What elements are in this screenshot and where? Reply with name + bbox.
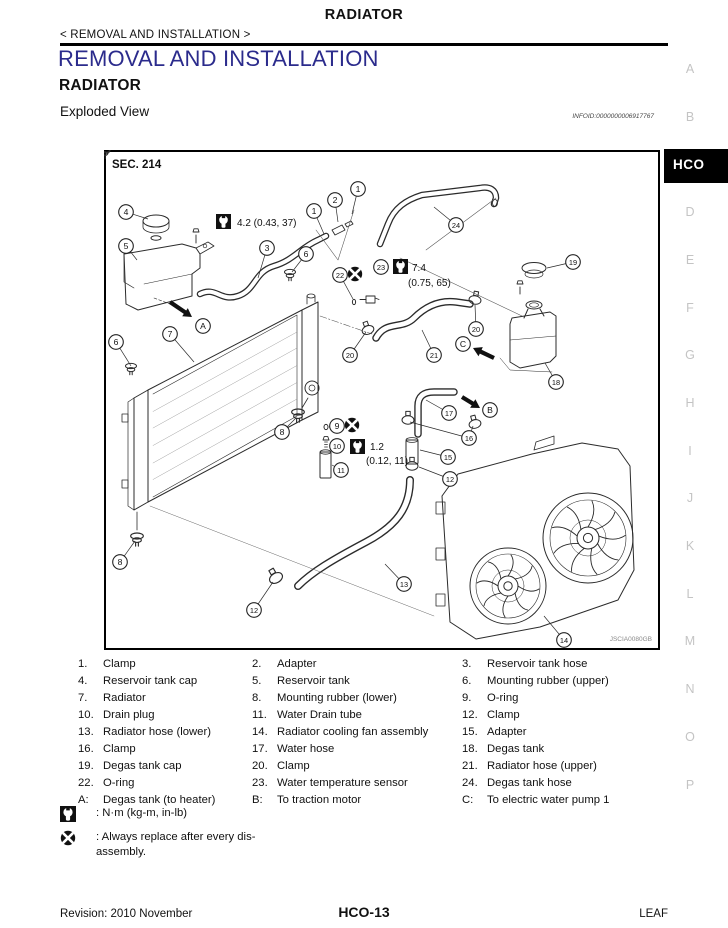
diagram-section-label: SEC. 214 bbox=[112, 159, 162, 171]
callout-number: 21 bbox=[429, 351, 439, 360]
legend-row bbox=[60, 830, 255, 859]
part-number: 12. bbox=[462, 709, 478, 722]
part-label: Radiator hose (upper) bbox=[487, 760, 597, 773]
part-label: Reservoir tank bbox=[277, 675, 350, 688]
callout-number: 22 bbox=[335, 271, 345, 280]
torque-wrench-icon bbox=[393, 259, 408, 274]
footer-model: LEAF bbox=[639, 908, 668, 920]
section-letter-g[interactable]: G bbox=[685, 348, 695, 363]
always-replace-icon bbox=[60, 830, 76, 846]
callout-number: 8 bbox=[117, 557, 123, 567]
callout-number: 12 bbox=[249, 606, 259, 615]
part-number: 18. bbox=[462, 743, 478, 756]
callout-number: 5 bbox=[123, 241, 129, 251]
torque-wrench-icon bbox=[216, 214, 231, 229]
torque-value: 7.4 bbox=[412, 263, 426, 274]
infoid-label: INFOID:0000000006917767 bbox=[572, 113, 654, 120]
callout-number: B bbox=[487, 405, 493, 415]
callout-number: 16 bbox=[464, 434, 474, 443]
footer-page-number: HCO-13 bbox=[338, 904, 390, 920]
part-number: 8. bbox=[252, 692, 262, 705]
torque-value: 4.2 (0.43, 37) bbox=[237, 218, 297, 229]
always-replace-icon bbox=[345, 418, 359, 432]
part-number: 19. bbox=[78, 760, 94, 773]
part-label: Degas tank (to heater) bbox=[103, 794, 216, 807]
active-section-tab[interactable]: HCO bbox=[664, 149, 728, 183]
part-label: Drain plug bbox=[103, 709, 155, 722]
part-number: 16. bbox=[78, 743, 94, 756]
callout-number: 2 bbox=[332, 195, 338, 205]
part-number: 7. bbox=[78, 692, 88, 705]
section-heading: REMOVAL AND INSTALLATION bbox=[58, 46, 379, 71]
callout-number: 20 bbox=[471, 325, 481, 334]
part-number: 9. bbox=[462, 692, 472, 705]
part-label: Degas tank cap bbox=[103, 760, 182, 773]
part-number: 24. bbox=[462, 777, 478, 790]
callout-number: 6 bbox=[113, 337, 119, 347]
torque-value: (0.12, 11) bbox=[366, 456, 409, 467]
part-label: Clamp bbox=[103, 658, 136, 670]
callout-number: 19 bbox=[568, 258, 578, 267]
part-number: 10. bbox=[78, 709, 94, 722]
part-label: Reservoir tank cap bbox=[103, 675, 198, 688]
section-letter-l[interactable]: L bbox=[686, 586, 694, 601]
callout-number: 20 bbox=[345, 351, 355, 360]
torque-value: 1.2 bbox=[370, 442, 384, 453]
part-label: To electric water pump 1 bbox=[487, 794, 610, 807]
legend-row bbox=[60, 806, 255, 822]
view-heading: Exploded View bbox=[60, 104, 150, 119]
part-number: 5. bbox=[252, 675, 262, 688]
section-letter-i[interactable]: I bbox=[688, 443, 692, 458]
part-number: 2. bbox=[252, 658, 262, 670]
callout-number: 18 bbox=[551, 378, 561, 387]
part-label: Water Drain tube bbox=[277, 709, 362, 722]
section-letter-b[interactable]: B bbox=[685, 109, 695, 124]
part-label: O-ring bbox=[103, 777, 135, 790]
torque-wrench-icon bbox=[60, 806, 76, 822]
callout-number: 11 bbox=[337, 466, 345, 475]
callout-number: 24 bbox=[451, 221, 461, 230]
part-number: C: bbox=[462, 794, 474, 807]
section-letter-m[interactable]: M bbox=[684, 634, 696, 649]
section-letter-n[interactable]: N bbox=[685, 682, 695, 697]
part-number: 14. bbox=[252, 726, 268, 739]
sub-heading: RADIATOR bbox=[59, 77, 141, 94]
breadcrumb[interactable]: < REMOVAL AND INSTALLATION > bbox=[60, 29, 251, 41]
page-title: RADIATOR bbox=[324, 7, 404, 23]
section-letter-d[interactable]: D bbox=[685, 205, 695, 220]
section-letter-h[interactable]: H bbox=[685, 395, 695, 410]
section-letter-a[interactable]: A bbox=[685, 62, 695, 76]
legend-text-line: : N·m (kg-m, in-lb) bbox=[96, 807, 187, 819]
part-label: To traction motor bbox=[277, 794, 362, 807]
section-letter-j[interactable]: J bbox=[686, 491, 694, 506]
section-letter-p[interactable]: P bbox=[685, 777, 695, 792]
callout-number: 10 bbox=[332, 442, 342, 451]
part-number: 3. bbox=[462, 658, 472, 670]
callout-number: 14 bbox=[559, 636, 569, 645]
part-label: Degas tank bbox=[487, 743, 545, 756]
part-label: Radiator hose (lower) bbox=[103, 726, 211, 739]
part-number: 11. bbox=[252, 709, 267, 722]
part-label: Adapter bbox=[277, 658, 317, 670]
part-number: 4. bbox=[78, 675, 88, 688]
callout-number: 1 bbox=[355, 184, 361, 194]
part-label: Mounting rubber (upper) bbox=[487, 675, 609, 688]
part-number: 17. bbox=[252, 743, 268, 756]
part-label: Radiator bbox=[103, 692, 146, 705]
figure-id: JSCIA0080GB bbox=[609, 636, 652, 643]
callout-number: 15 bbox=[443, 453, 453, 462]
part-number: 23. bbox=[252, 777, 268, 790]
section-letter-k[interactable]: K bbox=[685, 539, 695, 553]
callout-number: 12 bbox=[445, 475, 455, 484]
callout-number: 17 bbox=[444, 409, 454, 418]
callout-number: A bbox=[200, 321, 206, 331]
part-label: Clamp bbox=[487, 709, 520, 722]
part-number: B: bbox=[252, 794, 263, 807]
part-number: 15. bbox=[462, 726, 478, 739]
legend-text-line: : Always replace after every dis- bbox=[96, 831, 256, 843]
callout-number: C bbox=[459, 339, 467, 349]
section-letter-e[interactable]: E bbox=[685, 252, 695, 267]
part-label: Water temperature sensor bbox=[277, 777, 408, 790]
section-letter-f[interactable]: F bbox=[686, 300, 694, 315]
torque-wrench-icon bbox=[350, 439, 365, 454]
part-label: Mounting rubber (lower) bbox=[277, 692, 397, 705]
part-number: 1. bbox=[78, 658, 88, 670]
legend-text bbox=[96, 830, 255, 859]
part-number: 21. bbox=[462, 760, 478, 773]
callout-number: 8 bbox=[279, 427, 285, 437]
exploded-view-diagram bbox=[104, 150, 660, 650]
part-number: A: bbox=[78, 794, 89, 807]
part-number: 20. bbox=[252, 760, 268, 773]
part-label: Water hose bbox=[277, 743, 335, 756]
legend-text bbox=[96, 806, 187, 821]
part-label: Adapter bbox=[487, 726, 527, 739]
torque-value: (0.75, 65) bbox=[408, 278, 451, 289]
footer-revision: Revision: 2010 November bbox=[60, 908, 193, 920]
always-replace-icon bbox=[348, 267, 362, 281]
callout-number: 9 bbox=[334, 421, 340, 431]
callout-number: 1 bbox=[311, 206, 317, 216]
callout-number: 23 bbox=[376, 263, 386, 272]
callout-number: 3 bbox=[264, 243, 270, 253]
part-label: Clamp bbox=[103, 743, 136, 756]
callout-number: 4 bbox=[123, 207, 129, 217]
part-label: O-ring bbox=[487, 692, 519, 705]
callout-number: 6 bbox=[303, 249, 309, 259]
callout-number: 13 bbox=[399, 580, 409, 589]
part-label: Reservoir tank hose bbox=[487, 658, 588, 670]
part-label: Degas tank hose bbox=[487, 777, 572, 790]
section-letter-o[interactable]: O bbox=[685, 729, 695, 744]
part-number: 13. bbox=[78, 726, 94, 739]
part-label: Radiator cooling fan assembly bbox=[277, 726, 429, 739]
symbol-legend bbox=[60, 806, 255, 867]
parts-list bbox=[78, 658, 674, 808]
part-number: 22. bbox=[78, 777, 94, 790]
legend-text-line: assembly. bbox=[96, 845, 147, 858]
part-label: Clamp bbox=[277, 760, 310, 773]
part-number: 6. bbox=[462, 675, 472, 688]
callout-number: 7 bbox=[167, 329, 173, 339]
